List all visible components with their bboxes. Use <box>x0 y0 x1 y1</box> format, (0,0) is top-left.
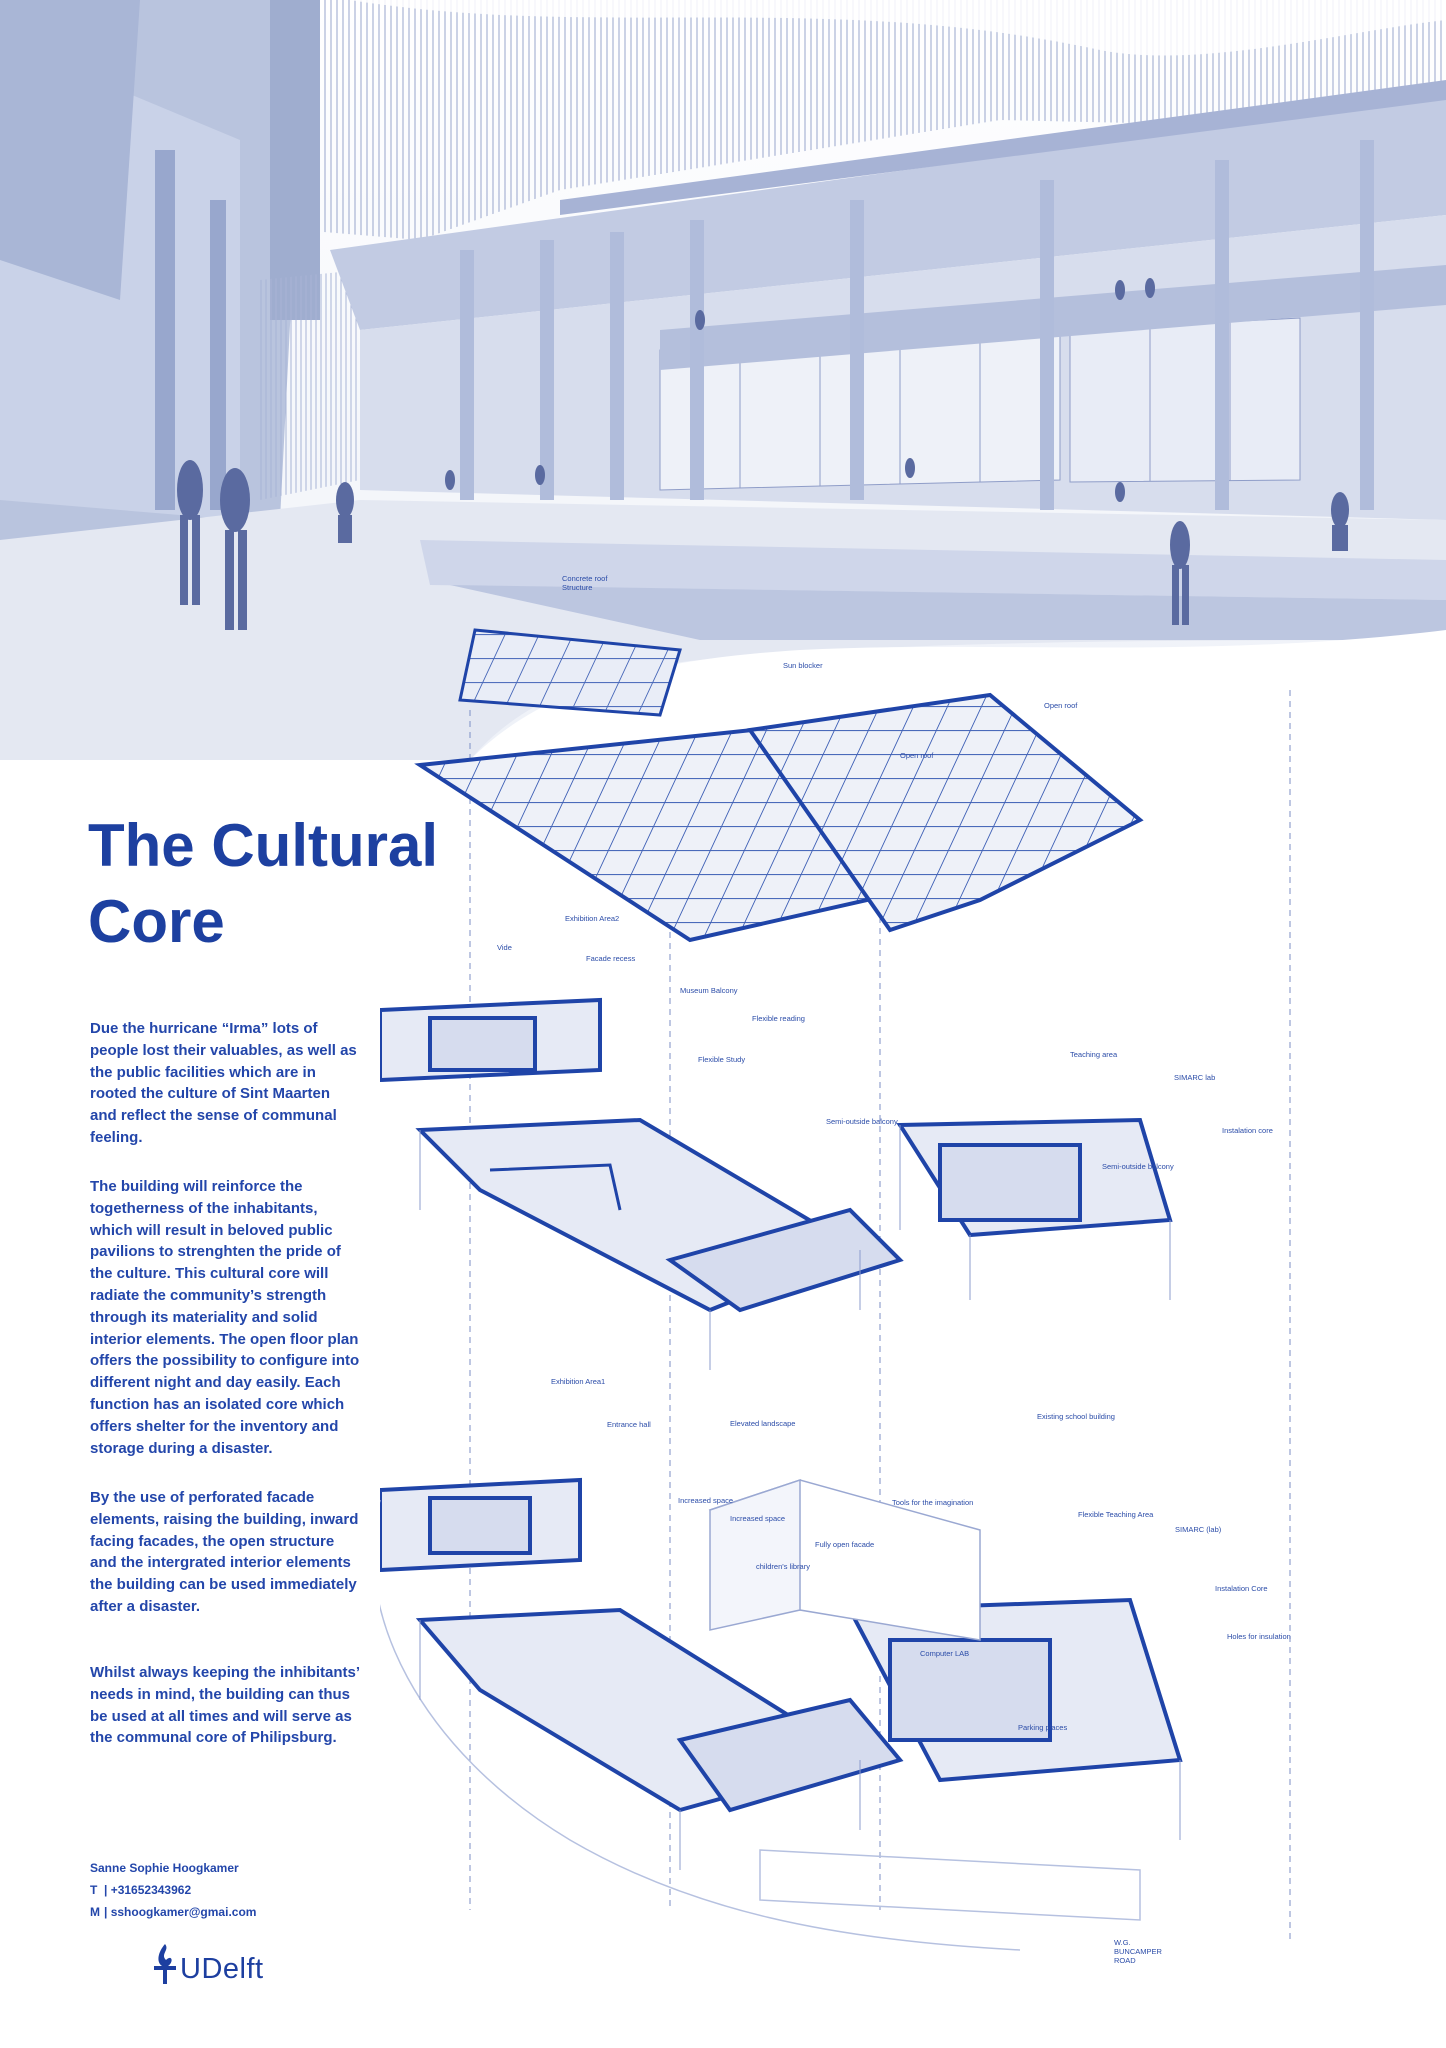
body-paragraph-2: The building will reinforce the togetherness of the inhabitants, which will result in beloved public pavilions to strenghten the pride of the culture. This cultural core will radiate the community’s strength through its materiality and solid interior elements. The open floor plan offers the possibility to configure into different night and day easily. Each function has an isolated core which offers shelter for the inventory and storage during a disaster. <box>90 1178 360 1457</box>
label-teaching-area: Teaching area <box>1070 1050 1118 1059</box>
label-instalation-core-2: Instalation Core <box>1215 1584 1268 1593</box>
label-facade-recess: Facade recess <box>586 954 636 963</box>
phone-line: T | +31652343962 <box>90 1879 256 1901</box>
label-exhibition-area2: Exhibition Area2 <box>565 914 620 923</box>
label-simarc-lab: SIMARC lab <box>1174 1073 1216 1082</box>
label-instalation-core: Instalation core <box>1222 1126 1273 1135</box>
main-roof-plate <box>420 695 1140 940</box>
logo-u: U <box>180 1953 202 1985</box>
label-entrance-hall: Entrance hall <box>607 1420 651 1429</box>
label-semi-outside-balcony: Semi-outside balcony <box>826 1117 898 1126</box>
label-flexible-teaching: Flexible Teaching Area <box>1078 1510 1154 1519</box>
email-line: M | sshoogkamer@gmai.com <box>90 1901 256 1923</box>
flame-icon <box>150 1942 180 1986</box>
logo-delft: Delft <box>201 1953 264 1985</box>
label-museum-balcony: Museum Balcony <box>680 986 738 995</box>
exploded-axonometric-diagram <box>380 610 1380 2030</box>
label-flexible-study: Flexible Study <box>698 1055 746 1064</box>
concrete-roof-plate <box>460 630 680 715</box>
email-label: M <box>90 1905 100 1919</box>
label-childrens-library: children's library <box>756 1562 810 1571</box>
body-paragraph-3: By the use of perforated facade elements, raising the building, inward facing facades, the open structure and the intergrated interior elements the building can be used immediately after a disaster. <box>90 1489 359 1615</box>
title-line-2: Core <box>88 888 225 955</box>
phone-number[interactable]: +31652343962 <box>110 1883 192 1897</box>
label-simarc-lab-2: SIMARC (lab) <box>1175 1525 1222 1534</box>
contact-block <box>90 1857 256 1923</box>
label-increased-space-1: Increased space <box>678 1496 734 1505</box>
label-road: W.G. BUNCAMPER ROAD <box>1114 1938 1162 1965</box>
label-holes-insulation: Holes for insulation <box>1227 1632 1291 1641</box>
author-name: Sanne Sophie Hoogkamer <box>90 1861 239 1875</box>
label-open-roof-1: Open roof <box>900 751 934 760</box>
email-address[interactable]: sshoogkamer@gmai.com <box>110 1905 257 1919</box>
label-existing-school: Existing school building <box>1037 1412 1115 1421</box>
body-paragraph-4: Whilst always keeping the inhibitants’ needs in mind, the building can thus be used at all times and will serve as the communal core of Philipsburg. <box>90 1664 360 1747</box>
label-exhibition-area1: Exhibition Area1 <box>551 1377 606 1386</box>
label-sun-blocker: Sun blocker <box>783 661 823 670</box>
label-vide: Vide <box>497 943 512 952</box>
label-tools-imagination: Tools for the imagination <box>892 1498 974 1507</box>
title-line-1: The Cultural <box>88 812 439 879</box>
phone-label: T <box>90 1883 98 1897</box>
label-semi-outside-balcony-2: Semi-outside balcony <box>1102 1162 1174 1171</box>
level-2-plan <box>380 1000 1170 1310</box>
label-parking-places: Parking places <box>1018 1723 1068 1732</box>
label-computer-lab: Computer LAB <box>920 1649 970 1658</box>
tu-delft-logo <box>150 1942 264 1990</box>
label-increased-space-2: Increased space <box>730 1514 786 1523</box>
label-fully-open-facade: Fully open facade <box>815 1540 875 1549</box>
label-elevated-landscape: Elevated landscape <box>730 1419 796 1428</box>
label-flexible-reading: Flexible reading <box>752 1014 805 1023</box>
label-concrete-roof: Concrete roof Structure <box>562 574 608 592</box>
body-paragraph-1: Due the hurricane “Irma” lots of people lost their valuables, as well as the public facilities which are in rooted the culture of Sint Maarten and reflect the sense of communal feeling. <box>90 1020 357 1146</box>
label-open-roof-2: Open roof <box>1044 701 1078 710</box>
